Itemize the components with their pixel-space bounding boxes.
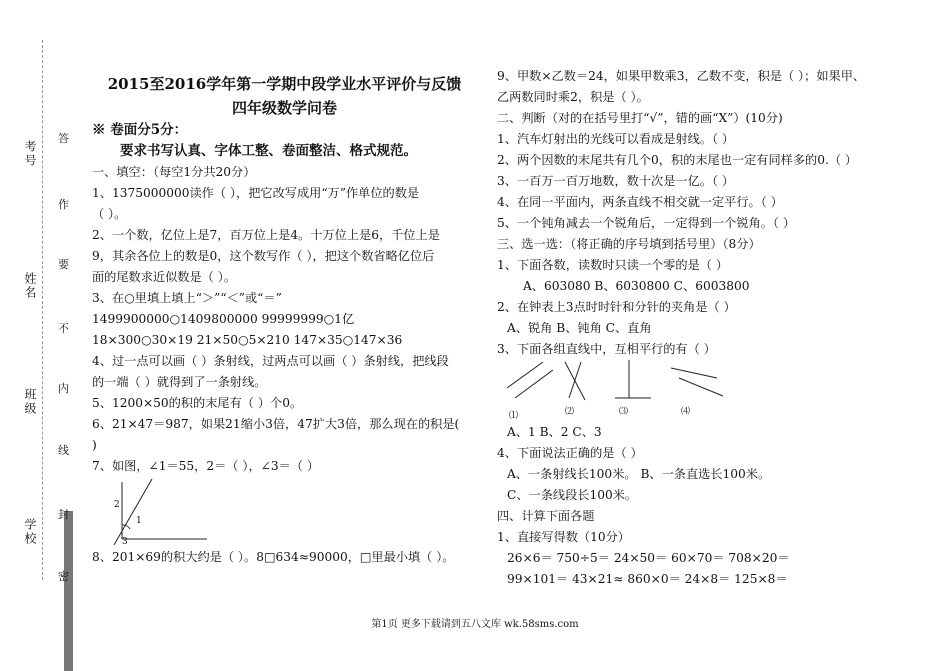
question-line: 6、21×47＝987，如果21缩小3倍，47扩大3倍，那么现在的积是(	[92, 417, 460, 431]
right-column	[497, 66, 902, 590]
seal-char: 密	[58, 570, 69, 583]
writing-requirement: 要求书写认真、字体工整、卷面整洁、格式规范。	[120, 143, 417, 159]
question-line: 8、201×69的积大约是（ ）。8□634≈90000，□里最小填（ ）。	[92, 550, 455, 564]
exam-subtitle: 四年级数学问卷	[231, 99, 337, 117]
question-line: 的一端（ ）就得到了一条射线。	[92, 375, 267, 389]
seal-char: 内	[58, 382, 69, 395]
figure-label-4: ⑷	[681, 407, 691, 417]
seal-char: 不	[58, 322, 69, 335]
figure-label-3: ⑶	[619, 407, 629, 417]
name-label: 姓名	[23, 272, 37, 300]
seal-char: 封	[58, 508, 69, 521]
school-label: 学校	[23, 518, 37, 546]
section-heading: 一、填空：（每空1分共20分）	[92, 165, 256, 179]
section-heading: 四、计算下面各题	[497, 509, 595, 523]
figure-label-1: ⑴	[509, 411, 519, 421]
question-line: 1499900000○1409800000 99999999○1亿	[92, 312, 355, 326]
angle-label-1: 1	[136, 516, 142, 526]
question-line: 乙两数同时乘2，积是（ ）。	[497, 90, 649, 104]
binding-dashed-line	[42, 40, 43, 580]
question-line: 面的尾数求近似数是（ ）。	[92, 270, 237, 284]
question-line: 2、两个因数的末尾共有几个0，积的末尾也一定有同样多的0.（ ）	[497, 153, 858, 167]
score-note: ※ 卷面分5分：	[92, 122, 188, 138]
left-column	[92, 72, 477, 568]
calc-line: 26×6＝ 750÷5＝ 24×50＝ 60×70＝ 708×20＝	[507, 551, 790, 565]
question-line: 3、一百万一百万地数，数十次是一亿。（ ）	[497, 174, 735, 188]
calc-line: 99×101＝ 43×21≈ 860×0＝ 24×8＝ 125×8＝	[507, 572, 788, 586]
seal-char: 线	[58, 444, 69, 457]
question-line: 18×300○30×19 21×50○5×210 147×35○147×36	[92, 333, 403, 347]
question-line: 1、直接写得数（10分）	[497, 530, 630, 544]
class-label: 班级	[23, 388, 37, 416]
question-line: 5、一个钝角减去一个锐角后，一定得到一个锐角。（ ）	[497, 216, 796, 230]
seal-char: 作	[58, 198, 69, 211]
choice-line: A、603080 B、6030800 C、6003800	[523, 279, 750, 293]
figure-label-2: ⑵	[565, 407, 575, 417]
question-line: 2、一个数，亿位上是7，百万位上是4。十万位上是6，千位上是	[92, 228, 440, 242]
question-line: （ ）。	[92, 207, 127, 221]
parallel-lines-figure	[497, 360, 902, 422]
exam-title: 2015至2016学年第一学期中段学业水平评价与反馈	[107, 75, 462, 93]
choice-line: A、锐角 B、钝角 C、直角	[507, 321, 652, 335]
section-heading: 三、选一选：（将正确的序号填到括号里）（8分）	[497, 237, 761, 251]
question-line: 4、在同一平面内，两条直线不相交就一定平行。（ ）	[497, 195, 783, 209]
seal-char: 要	[58, 258, 69, 271]
question-line: 3、在○里填上填上“＞”“＜”或“＝”	[92, 291, 282, 305]
choice-line: C、一条线段长100米。	[507, 488, 638, 502]
question-line: 9、甲数×乙数＝24，如果甲数乘3，乙数不变，积是（ ）；如果甲、	[497, 69, 866, 83]
angle-label-2: 2	[114, 500, 120, 510]
question-line: 1、汽车灯射出的光线可以看成是射线。（ ）	[497, 132, 735, 146]
question-line: 5、1200×50的积的末尾有（ ）个0。	[92, 396, 303, 410]
question-line: 9，其余各位上的数是0，这个数写作（ ），把这个数省略亿位后	[92, 249, 435, 263]
question-line: 3、下面各组直线中，互相平行的有（ ）	[497, 342, 716, 356]
angle-diagram	[102, 477, 222, 547]
question-line: 1、下面各数，读数时只读一个零的是（ ）	[497, 258, 729, 272]
binding-bar	[64, 511, 73, 671]
angle-figure	[92, 477, 477, 547]
question-line: 1、1375000000读作（ ），把它改写成用“万”作单位的数是	[92, 186, 420, 200]
exam-number-label: 考号	[23, 140, 37, 168]
choice-line: A、一条射线长100米。 B、一条直选长100米。	[507, 467, 771, 481]
question-line: 2、在钟表上3点时时针和分针的夹角是（ ）	[497, 300, 736, 314]
angle-label-3: 3	[122, 537, 128, 547]
question-line: )	[92, 438, 97, 452]
choice-line: A、1 B、2 C、3	[507, 425, 602, 439]
page-footer: 第1页 更多下载请到五八文库 wk.58sms.com	[371, 619, 579, 630]
seal-char: 答	[58, 132, 69, 145]
question-line: 4、过一点可以画（ ）条射线，过两点可以画（ ）条射线，把线段	[92, 354, 449, 368]
question-line: 7、如图，∠1＝55，2＝（ ），∠3＝（ ）	[92, 459, 320, 473]
question-line: 4、下面说法正确的是（ ）	[497, 446, 643, 460]
section-heading: 二、判断（对的在括号里打“√”，错的画“X”）(10分)	[497, 111, 783, 125]
